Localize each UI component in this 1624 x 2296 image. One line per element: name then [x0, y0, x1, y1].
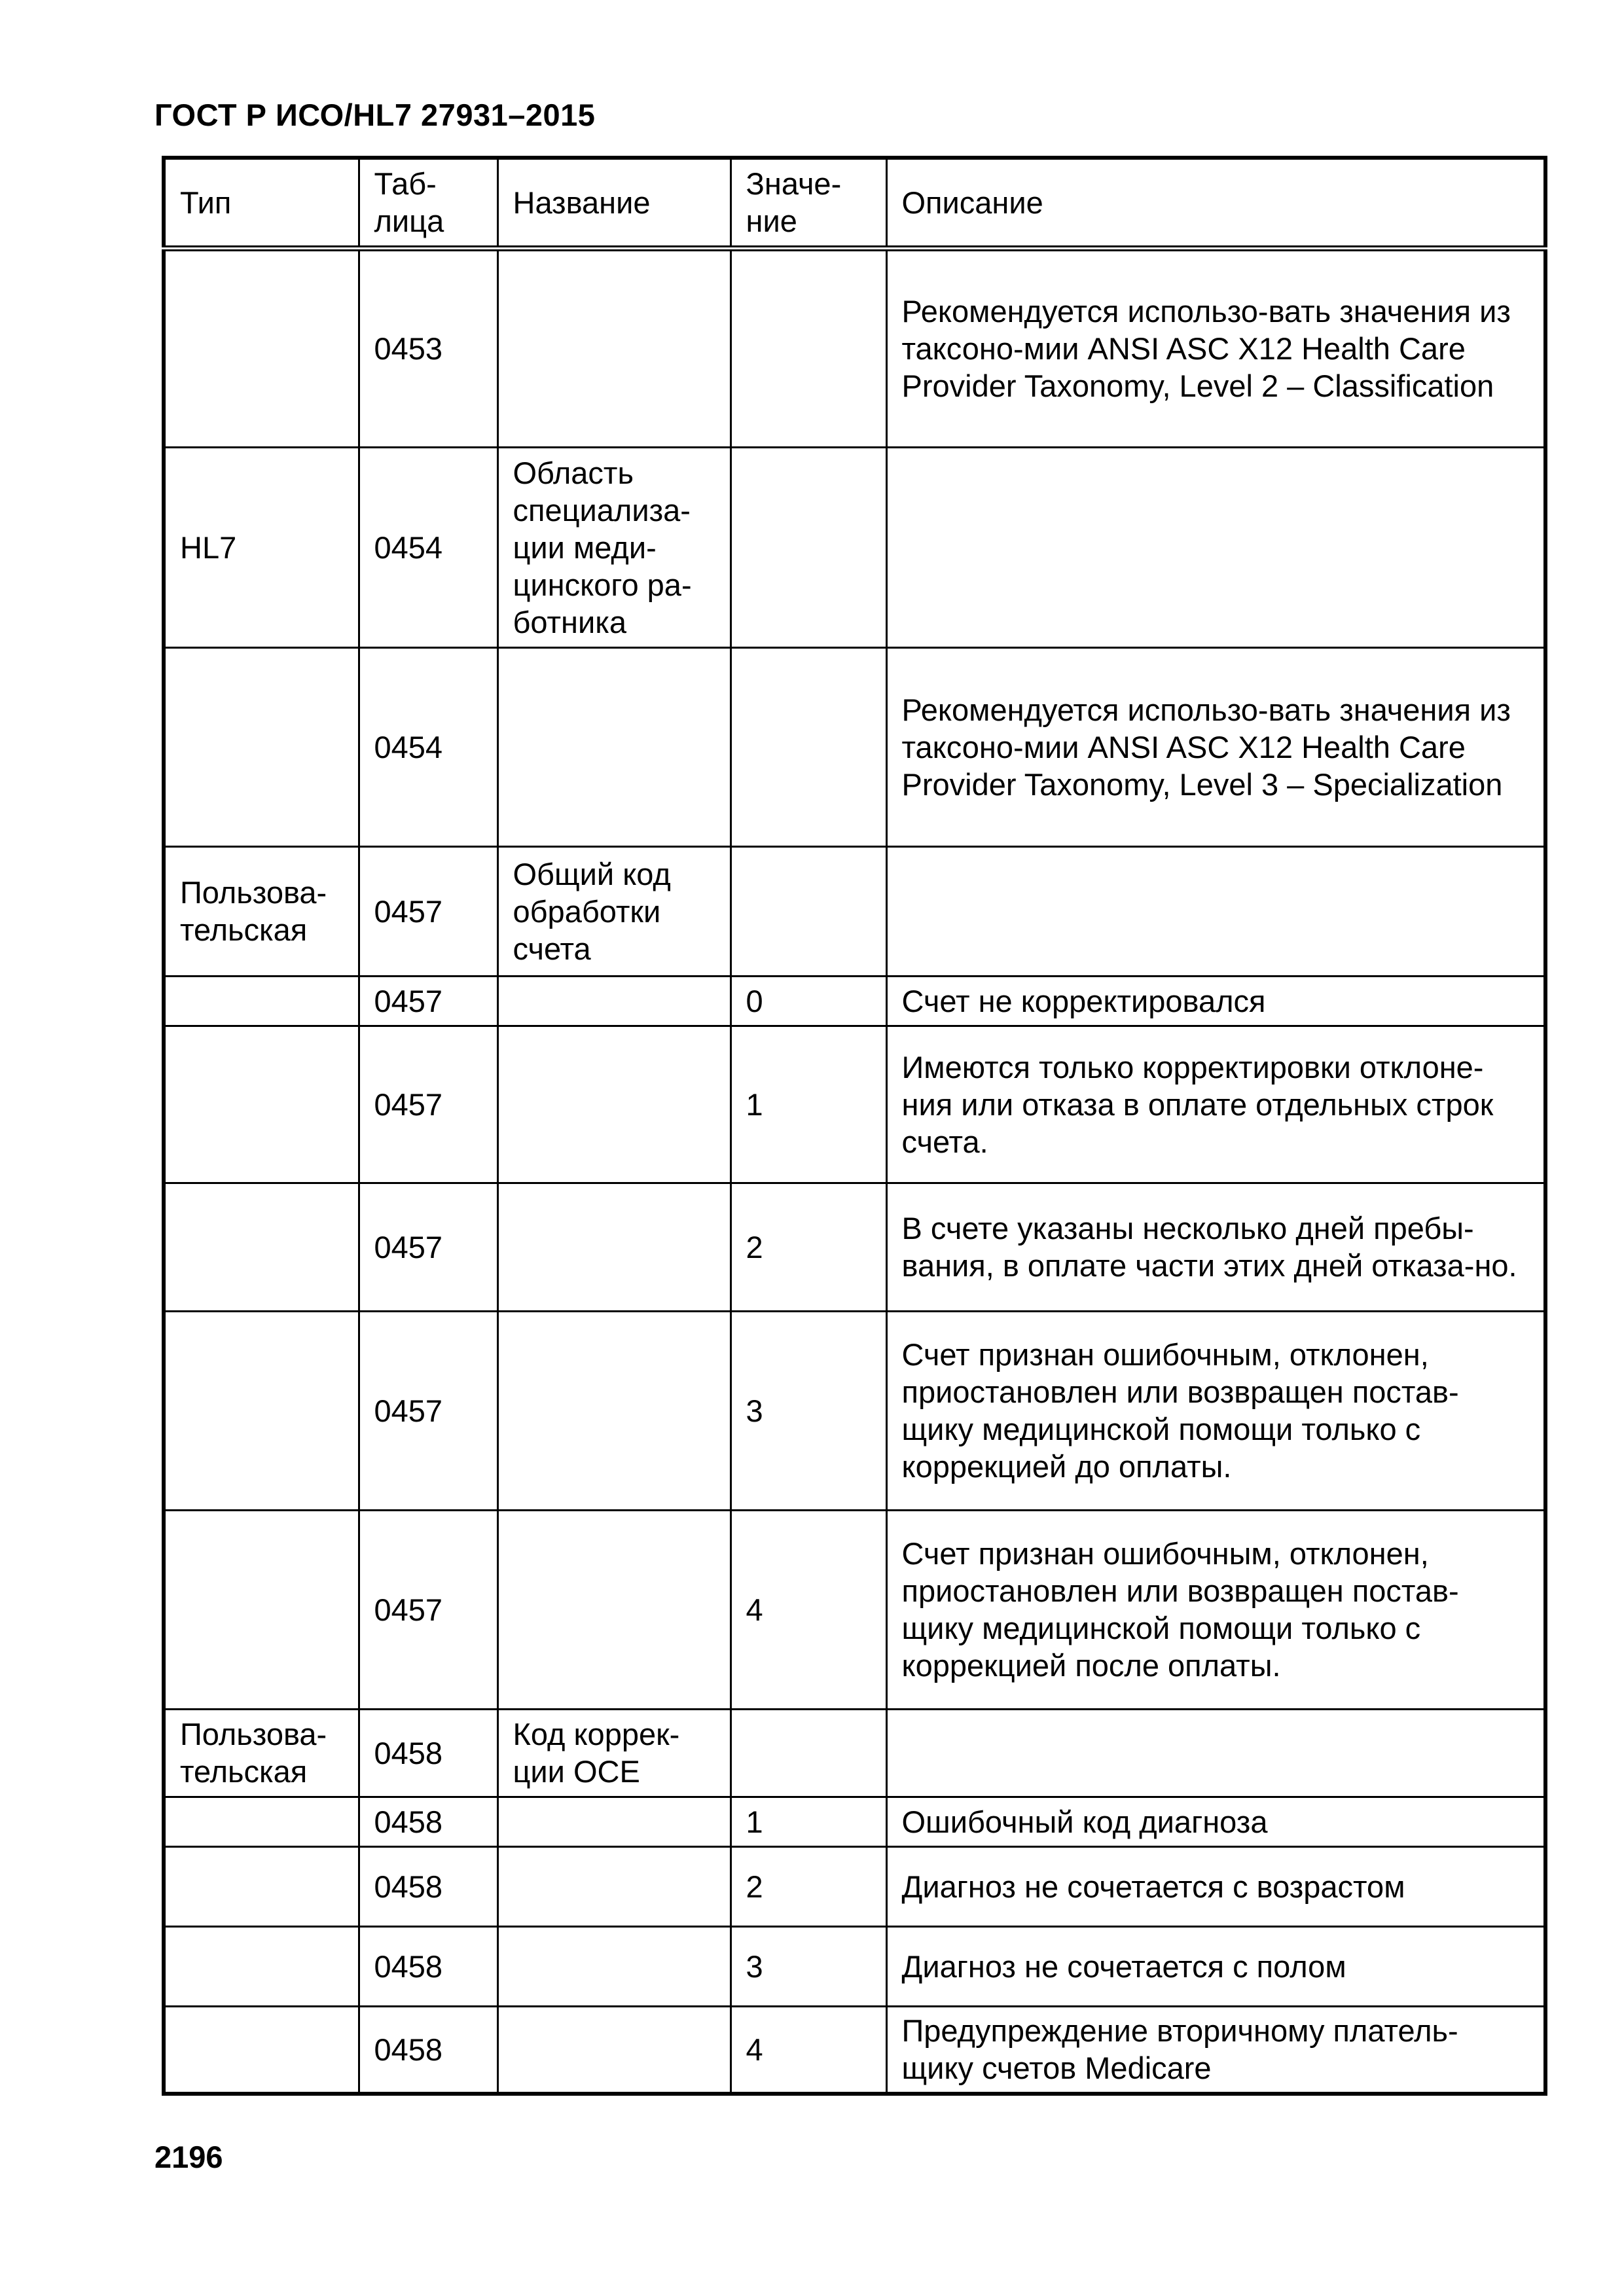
cell-table: 0457 — [359, 1510, 497, 1709]
cell-type: HL7 — [164, 447, 359, 647]
cell-type — [164, 647, 359, 846]
table-row — [164, 1926, 1545, 2006]
cell-value: 3 — [731, 1926, 886, 2006]
cell-table: 0457 — [359, 1311, 497, 1510]
cell-description: Ошибочный код диагноза — [886, 1797, 1545, 1846]
cell-description — [886, 447, 1545, 647]
table-row — [164, 846, 1545, 976]
table-row — [164, 248, 1545, 447]
cell-name — [497, 248, 731, 447]
header-description: Описание — [886, 158, 1545, 248]
cell-type — [164, 1311, 359, 1510]
cell-description: Диагноз не сочетается с возрастом — [886, 1846, 1545, 1926]
table-row — [164, 1797, 1545, 1846]
cell-name — [497, 1183, 731, 1311]
cell-value — [731, 1709, 886, 1797]
cell-table: 0458 — [359, 1797, 497, 1846]
cell-description: Рекомендуется использо-вать значения из таксоно-мии ANSI ASC X12 Health Care Provider Taxonomy, Level 2 – Classification — [886, 248, 1545, 447]
cell-name — [497, 2006, 731, 2094]
table-row — [164, 976, 1545, 1026]
cell-value: 4 — [731, 2006, 886, 2094]
cell-table: 0453 — [359, 248, 497, 447]
table-row — [164, 2006, 1545, 2094]
cell-description: Предупреждение вторичному платель-щику счетов Medicare — [886, 2006, 1545, 2094]
cell-name — [497, 1797, 731, 1846]
cell-value: 2 — [731, 1183, 886, 1311]
cell-type — [164, 1183, 359, 1311]
cell-table: 0454 — [359, 647, 497, 846]
cell-description — [886, 846, 1545, 976]
header-value: Значе-ние — [731, 158, 886, 248]
cell-value: 2 — [731, 1846, 886, 1926]
document-header: ГОСТ Р ИСО/HL7 27931–2015 — [154, 98, 596, 132]
cell-name: Код коррек-ции OCE — [497, 1709, 731, 1797]
cell-type — [164, 1026, 359, 1183]
cell-value: 4 — [731, 1510, 886, 1709]
cell-type — [164, 2006, 359, 2094]
cell-description: Рекомендуется использо-вать значения из таксоно-мии ANSI ASC X12 Health Care Provider Taxonomy, Level 3 – Specialization — [886, 647, 1545, 846]
header-name: Название — [497, 158, 731, 248]
cell-table: 0458 — [359, 1846, 497, 1926]
header-table: Таб-лица — [359, 158, 497, 248]
cell-table: 0457 — [359, 976, 497, 1026]
cell-description: Счет не корректировался — [886, 976, 1545, 1026]
cell-name — [497, 1510, 731, 1709]
cell-description: Счет признан ошибочным, отклонен, приостановлен или возвращен постав-щику медицинской помощи только с коррекцией до оплаты. — [886, 1311, 1545, 1510]
cell-value — [731, 248, 886, 447]
cell-name: Область специализа-ции меди-цинского ра-ботника — [497, 447, 731, 647]
cell-value — [731, 647, 886, 846]
cell-table: 0457 — [359, 1183, 497, 1311]
cell-table: 0457 — [359, 846, 497, 976]
table-row — [164, 1311, 1545, 1510]
header-type: Тип — [164, 158, 359, 248]
table-row — [164, 1026, 1545, 1183]
cell-description: Имеются только корректировки отклоне-ния или отказа в оплате отдельных строк счета. — [886, 1026, 1545, 1183]
cell-type — [164, 1510, 359, 1709]
cell-name — [497, 1846, 731, 1926]
cell-type — [164, 1846, 359, 1926]
cell-type: Пользова-тельская — [164, 846, 359, 976]
table-row — [164, 1510, 1545, 1709]
cell-description: Диагноз не сочетается с полом — [886, 1926, 1545, 2006]
cell-value: 0 — [731, 976, 886, 1026]
table-row — [164, 1183, 1545, 1311]
cell-name — [497, 1926, 731, 2006]
cell-name — [497, 1311, 731, 1510]
table-row — [164, 1709, 1545, 1797]
table-row — [164, 647, 1545, 846]
cell-value — [731, 447, 886, 647]
cell-value: 3 — [731, 1311, 886, 1510]
cell-type — [164, 1926, 359, 2006]
cell-type — [164, 248, 359, 447]
page-number: 2196 — [154, 2140, 223, 2174]
code-table — [162, 156, 1547, 2096]
cell-type — [164, 1797, 359, 1846]
table-row — [164, 1846, 1545, 1926]
cell-description — [886, 1709, 1545, 1797]
cell-name — [497, 647, 731, 846]
cell-name — [497, 1026, 731, 1183]
table-row — [164, 447, 1545, 647]
cell-value: 1 — [731, 1797, 886, 1846]
cell-name: Общий код обработки счета — [497, 846, 731, 976]
cell-description: Счет признан ошибочным, отклонен, приостановлен или возвращен постав-щику медицинской помощи только с коррекцией после оплаты. — [886, 1510, 1545, 1709]
cell-description: В счете указаны несколько дней пребы-вания, в оплате части этих дней отказа-но. — [886, 1183, 1545, 1311]
cell-table: 0458 — [359, 1709, 497, 1797]
cell-type — [164, 976, 359, 1026]
cell-value — [731, 846, 886, 976]
cell-type: Пользова-тельская — [164, 1709, 359, 1797]
cell-table: 0457 — [359, 1026, 497, 1183]
table-header-row — [164, 158, 1545, 248]
cell-table: 0454 — [359, 447, 497, 647]
cell-table: 0458 — [359, 1926, 497, 2006]
cell-table: 0458 — [359, 2006, 497, 2094]
cell-value: 1 — [731, 1026, 886, 1183]
cell-name — [497, 976, 731, 1026]
